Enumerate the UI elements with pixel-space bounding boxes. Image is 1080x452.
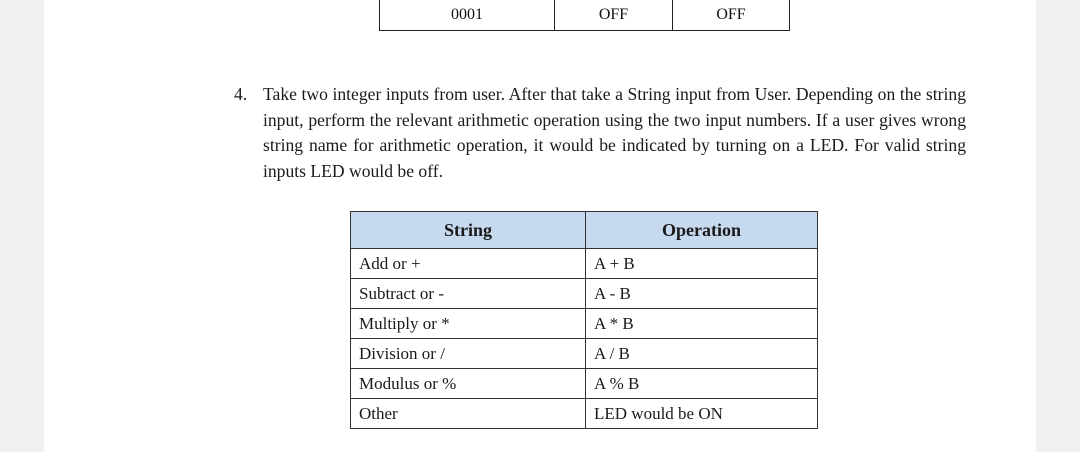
operation-cell: LED would be ON (586, 399, 818, 429)
table-row (351, 369, 818, 399)
operation-cell: A / B (586, 339, 818, 369)
string-cell: Modulus or % (351, 369, 586, 399)
question-number: 4. (234, 84, 248, 104)
string-cell: Division or / (351, 339, 586, 369)
question-item (234, 82, 966, 184)
string-cell: Subtract or - (351, 279, 586, 309)
string-cell: Add or + (351, 249, 586, 279)
column-header-string: String (351, 212, 586, 249)
operation-cell: A - B (586, 279, 818, 309)
column-header-operation: Operation (586, 212, 818, 249)
table-row (351, 279, 818, 309)
table-row (351, 309, 818, 339)
string-cell: Other (351, 399, 586, 429)
table-cell: OFF (673, 0, 790, 31)
operation-table (350, 211, 818, 429)
operation-cell: A + B (586, 249, 818, 279)
table-row (351, 399, 818, 429)
table-row (380, 0, 790, 31)
document-page (44, 0, 1036, 452)
operation-cell: A * B (586, 309, 818, 339)
table-row (351, 249, 818, 279)
table-header-row (351, 212, 818, 249)
previous-table-last-row (379, 0, 790, 31)
table-row (351, 339, 818, 369)
table-cell: OFF (555, 0, 673, 31)
table-cell: 0001 (380, 0, 555, 31)
string-cell: Multiply or * (351, 309, 586, 339)
operation-cell: A % B (586, 369, 818, 399)
question-text: Take two integer inputs from user. After that take a String input from User. Depending on the string input, perform the relevant arithmetic operation using the two input numbers. If a user gives wrong string name for arithmetic operation, it would be indicated by turning on a LED. For valid string inputs LED would be off. (263, 84, 966, 181)
